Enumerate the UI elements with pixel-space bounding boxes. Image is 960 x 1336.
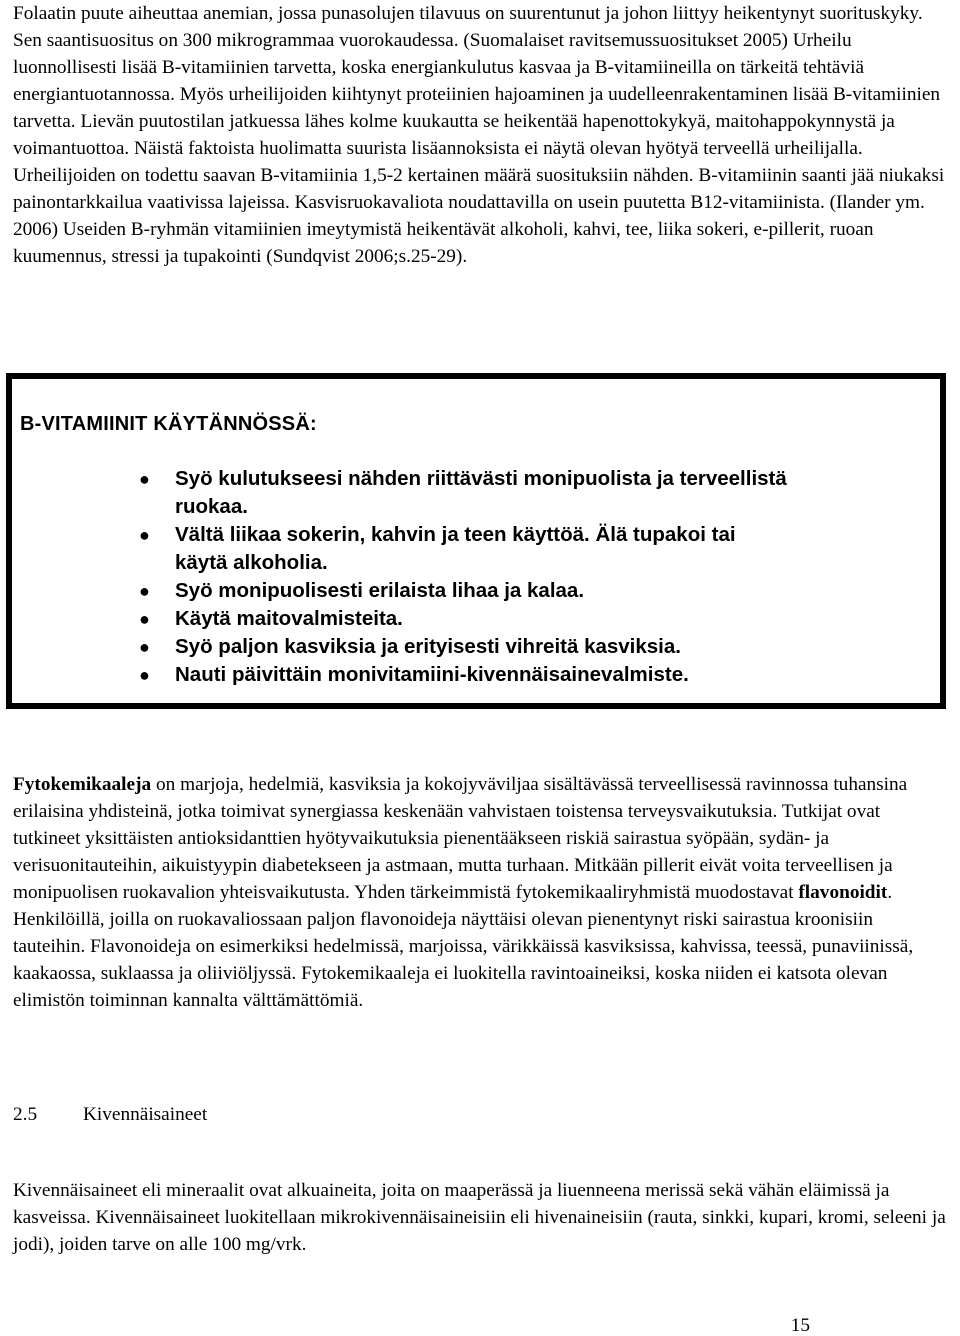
phytochemicals-text-a: on marjoja, hedelmiä, kasviksia ja kokojyväviljaa sisältävässä terveellisessä ravinnossa tuhansina erilaisina yhdisteinä, jotka toimivat synergiassa keskenään vahvistaen toistensa terveysvaikutuksia. Tutkijat ovat tutkineet yksittäisten antioksidanttien hyötyvaikutuksia pienentääkseen riskiä sairastua syöpään, sydän- ja verisuonitauteihin, aikuistyypin diabetekseen ja astmaan, mutta turhaan. Mitkään pillerit eivät voita terveellisen ja monipuolisen ruokavalion yhteisvaikutusta. Yhden tärkeimmistä fytokemikaaliryhmistä muodostavat bbox=[13, 774, 908, 903]
section-title: Kivennäisaineet bbox=[83, 1104, 208, 1125]
phytochemicals-term: Fytokemikaaleja bbox=[13, 774, 152, 795]
b-vitamin-paragraph: Folaatin puute aiheuttaa anemian, jossa punasolujen tilavuus on suurentunut ja johon liittyy heikentynyt suorituskyky. Sen saantisuositus on 300 mikrogrammaa vuorokaudessa. (Suomalaiset ravitsemussuositukset 2005) Urheilu luonnollisesti lisää B-vitamiinien tarvetta, koska energiankulutus kasvaa ja B-vitamiineilla on tärkeitä tehtäviä energiantuotannossa. Myös urheilijoiden kiihtynyt proteiinien hajoaminen ja uudelleenrakentaminen lisää B-vitamiinien tarvetta. Lievän puutostilan jatkuessa lähes kolme kuukautta se heikentää hapenottokykyä, maitohappokynnystä ja voimantuottoa. Näistä faktoista huolimatta suurista lisäannoksista ei näytä olevan hyötyä terveellä urheilijalla. Urheilijoiden on todettu saavan B-vitamiinia 1,5-2 kertainen määrä suosituksiin nähden. B-vitamiinin saanti jää niukaksi painontarkkailua vaativissa lajeissa. Kasvisruokavaliota noudattavilla on usein puutetta B12-vitamiinista. (Ilander ym. 2006) Useiden B-ryhmän vitamiinien imeytymistä heikentävät alkoholi, kahvi, tee, liika sokeri, e-pillerit, ruoan kuumennus, stressi ja tupakointi (Sundqvist 2006;s.25-29). bbox=[13, 3, 945, 267]
list-item bbox=[12, 661, 932, 689]
phytochemicals-text-b: . Henkilöillä, joilla on ruokavaliossaan paljon flavonoideja näyttäisi olevan pienentynyt riski sairastua kroonisiin tauteihin. Flavonoideja on esimerkiksi hedelmissä, marjoissa, värikkäissä kasviksissa, kahvissa, teessä, punaviinissä, kaakaossa, suklaassa ja oliiviöljyssä. Fytokemikaaleja ei luokitella ravintoaineiksi, koska niiden ei katsota olevan elimistön toiminnan kannalta välttämättömiä. bbox=[13, 882, 914, 1011]
section-heading bbox=[13, 1101, 207, 1128]
bullet-icon: ● bbox=[139, 609, 150, 629]
bullet-icon: ● bbox=[139, 581, 150, 601]
list-item-text: Syö paljon kasviksia ja erityisesti vihreitä kasviksia. bbox=[175, 635, 681, 658]
list-item bbox=[12, 521, 932, 577]
list-item-text: Syö monipuolisesti erilaista lihaa ja kalaa. bbox=[175, 579, 585, 602]
minerals-paragraph: Kivennäisaineet eli mineraalit ovat alkuaineita, joita on maaperässä ja liuenneena merissä sekä vähän eläimissä ja kasveissa. Kivennäisaineet luokitellaan mikrokivennäisaineisiin eli hivenaineisiin (rauta, sinkki, kupari, kromi, seleeni ja jodi), joiden tarve on alle 100 mg/vrk. bbox=[13, 1180, 946, 1255]
list-item-text: Syö kulutukseesi nähden riittävästi monipuolista ja terveellistä ruokaa. bbox=[175, 467, 787, 518]
page-number: 15 bbox=[790, 1315, 810, 1336]
bullet-icon: ● bbox=[139, 665, 150, 685]
list-item bbox=[12, 605, 932, 633]
list-item bbox=[12, 465, 932, 521]
list-item-text: Käytä maitovalmisteita. bbox=[175, 607, 403, 630]
bullet-icon: ● bbox=[139, 469, 150, 489]
bullet-icon: ● bbox=[139, 637, 150, 657]
flavonoids-term: flavonoidit bbox=[798, 882, 888, 903]
tips-box-title: B-VITAMIINIT KÄYTÄNNÖSSÄ: bbox=[20, 413, 317, 435]
section-number: 2.5 bbox=[13, 1104, 38, 1125]
list-item-text: Vältä liikaa sokerin, kahvin ja teen käyttöä. Älä tupakoi tai käytä alkoholia. bbox=[175, 523, 736, 574]
b-vitamin-tips-box bbox=[6, 373, 946, 709]
phytochemicals-paragraph bbox=[13, 771, 948, 1014]
tips-list bbox=[12, 465, 932, 689]
list-item-text: Nauti päivittäin monivitamiini-kivennäisainevalmiste. bbox=[175, 663, 689, 686]
list-item bbox=[12, 633, 932, 661]
list-item bbox=[12, 577, 932, 605]
bullet-icon: ● bbox=[139, 525, 150, 545]
